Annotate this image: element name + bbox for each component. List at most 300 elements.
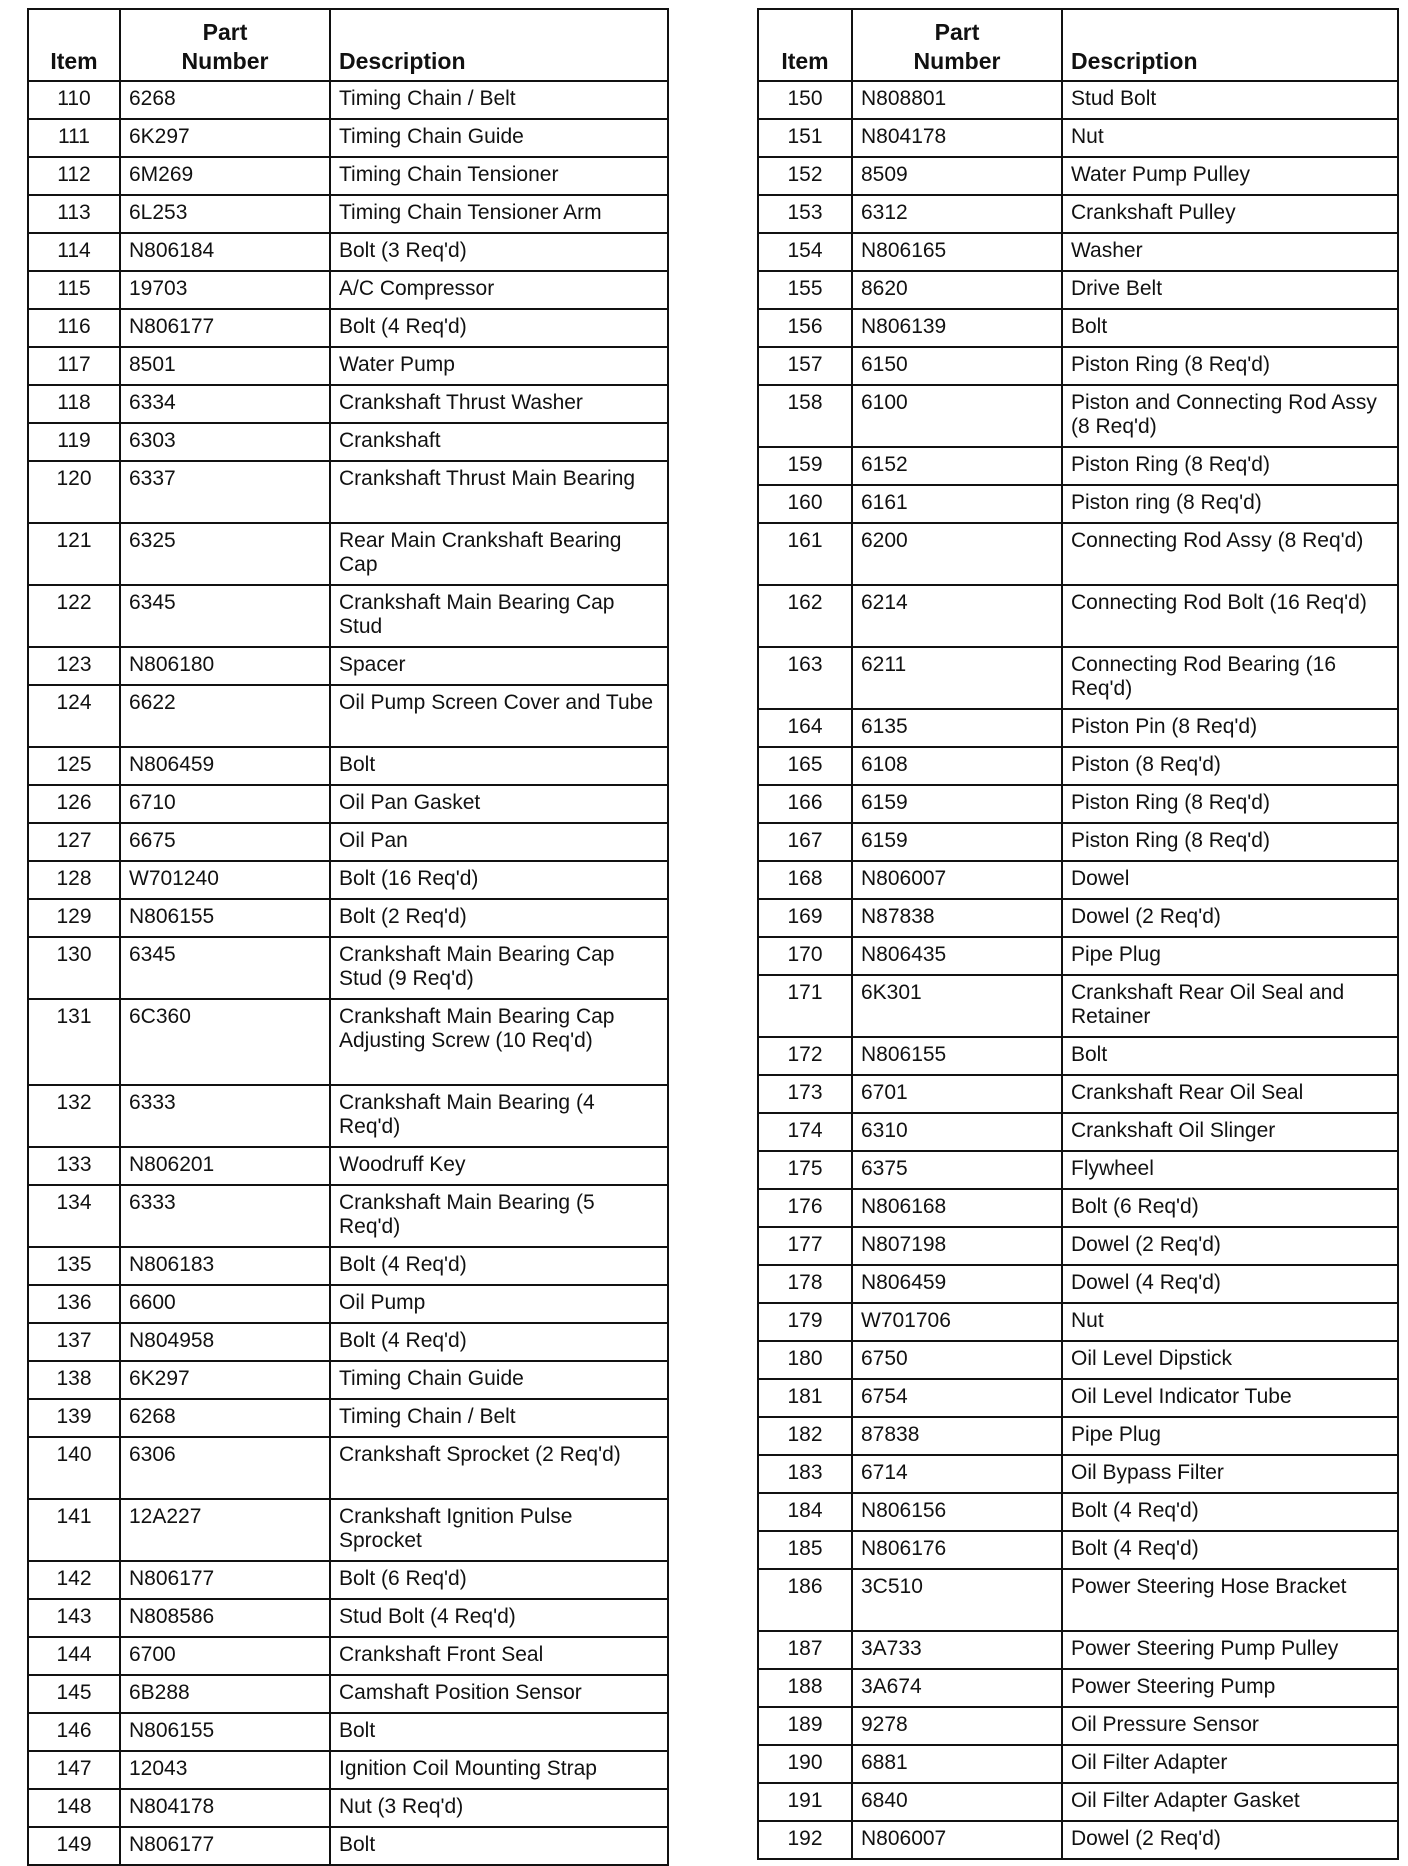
cell-part-number: 87838 xyxy=(852,1417,1062,1455)
cell-item: 128 xyxy=(28,861,120,899)
cell-part-number: N806139 xyxy=(852,309,1062,347)
cell-part-number: 6268 xyxy=(120,81,330,119)
table-row xyxy=(758,1745,1398,1783)
cell-description: Piston and Connecting Rod Assy (8 Req'd) xyxy=(1062,385,1398,447)
cell-part-number: 6333 xyxy=(120,1185,330,1247)
cell-item: 153 xyxy=(758,195,852,233)
cell-description: Oil Pump xyxy=(330,1285,668,1323)
cell-description: Dowel xyxy=(1062,861,1398,899)
table-row xyxy=(758,447,1398,485)
cell-item: 114 xyxy=(28,233,120,271)
cell-description: A/C Compressor xyxy=(330,271,668,309)
parts-rows-right xyxy=(758,81,1398,1859)
cell-part-number: 12A227 xyxy=(120,1499,330,1561)
table-row xyxy=(758,1227,1398,1265)
cell-part-number: 6375 xyxy=(852,1151,1062,1189)
cell-part-number: N808801 xyxy=(852,81,1062,119)
table-row xyxy=(28,899,668,937)
cell-description: Crankshaft Main Bearing (4 Req'd) xyxy=(330,1085,668,1147)
cell-part-number: 6150 xyxy=(852,347,1062,385)
cell-description: Crankshaft Oil Slinger xyxy=(1062,1113,1398,1151)
cell-description: Crankshaft Sprocket (2 Req'd) xyxy=(330,1437,668,1499)
cell-item: 167 xyxy=(758,823,852,861)
cell-description: Water Pump xyxy=(330,347,668,385)
cell-part-number: N806435 xyxy=(852,937,1062,975)
table-header-row xyxy=(28,9,668,81)
table-row xyxy=(758,385,1398,447)
cell-item: 120 xyxy=(28,461,120,523)
cell-description: Crankshaft Thrust Main Bearing xyxy=(330,461,668,523)
cell-item: 149 xyxy=(28,1827,120,1865)
cell-part-number: 6881 xyxy=(852,1745,1062,1783)
cell-description: Timing Chain / Belt xyxy=(330,81,668,119)
cell-item: 174 xyxy=(758,1113,852,1151)
cell-description: Nut xyxy=(1062,1303,1398,1341)
table-row xyxy=(28,647,668,685)
cell-item: 185 xyxy=(758,1531,852,1569)
cell-description: Oil Pan xyxy=(330,823,668,861)
cell-description: Drive Belt xyxy=(1062,271,1398,309)
cell-item: 173 xyxy=(758,1075,852,1113)
cell-item: 161 xyxy=(758,523,852,585)
cell-item: 123 xyxy=(28,647,120,685)
cell-part-number: 6L253 xyxy=(120,195,330,233)
table-row xyxy=(28,1085,668,1147)
cell-description: Timing Chain Tensioner Arm xyxy=(330,195,668,233)
cell-part-number: N806155 xyxy=(120,1713,330,1751)
cell-description: Pipe Plug xyxy=(1062,1417,1398,1455)
cell-part-number: 6334 xyxy=(120,385,330,423)
cell-item: 156 xyxy=(758,309,852,347)
table-row xyxy=(758,1631,1398,1669)
header-item: Item xyxy=(758,9,852,81)
table-row xyxy=(28,999,668,1085)
cell-item: 164 xyxy=(758,709,852,747)
cell-item: 186 xyxy=(758,1569,852,1631)
cell-part-number: 6K297 xyxy=(120,119,330,157)
cell-description: Timing Chain Guide xyxy=(330,1361,668,1399)
cell-description: Connecting Rod Bearing (16 Req'd) xyxy=(1062,647,1398,709)
cell-description: Crankshaft Ignition Pulse Sprocket xyxy=(330,1499,668,1561)
table-row xyxy=(28,785,668,823)
table-row xyxy=(758,1189,1398,1227)
header-item: Item xyxy=(28,9,120,81)
table-row xyxy=(758,1821,1398,1859)
cell-description: Bolt (2 Req'd) xyxy=(330,899,668,937)
table-row xyxy=(758,709,1398,747)
cell-description: Crankshaft Main Bearing Cap Stud xyxy=(330,585,668,647)
cell-item: 176 xyxy=(758,1189,852,1227)
cell-description: Crankshaft Rear Oil Seal and Retainer xyxy=(1062,975,1398,1037)
cell-item: 135 xyxy=(28,1247,120,1285)
cell-description: Connecting Rod Bolt (16 Req'd) xyxy=(1062,585,1398,647)
cell-item: 134 xyxy=(28,1185,120,1247)
cell-part-number: 6840 xyxy=(852,1783,1062,1821)
cell-part-number: 6345 xyxy=(120,585,330,647)
cell-part-number: 8501 xyxy=(120,347,330,385)
cell-item: 190 xyxy=(758,1745,852,1783)
cell-part-number: 9278 xyxy=(852,1707,1062,1745)
table-row xyxy=(758,523,1398,585)
cell-part-number: N806165 xyxy=(852,233,1062,271)
table-row xyxy=(28,1561,668,1599)
cell-description: Piston Ring (8 Req'd) xyxy=(1062,447,1398,485)
table-row xyxy=(758,1493,1398,1531)
cell-description: Bolt xyxy=(1062,1037,1398,1075)
cell-description: Water Pump Pulley xyxy=(1062,157,1398,195)
table-row xyxy=(758,1417,1398,1455)
cell-item: 180 xyxy=(758,1341,852,1379)
cell-description: Piston (8 Req'd) xyxy=(1062,747,1398,785)
header-description: Description xyxy=(330,9,668,81)
table-row xyxy=(28,1285,668,1323)
table-row xyxy=(758,233,1398,271)
cell-part-number: N806459 xyxy=(120,747,330,785)
cell-part-number: 6159 xyxy=(852,823,1062,861)
cell-part-number: 6C360 xyxy=(120,999,330,1085)
cell-part-number: 6345 xyxy=(120,937,330,999)
cell-part-number: 6701 xyxy=(852,1075,1062,1113)
cell-item: 141 xyxy=(28,1499,120,1561)
cell-item: 122 xyxy=(28,585,120,647)
cell-description: Flywheel xyxy=(1062,1151,1398,1189)
table-row xyxy=(758,899,1398,937)
cell-item: 179 xyxy=(758,1303,852,1341)
table-row xyxy=(758,1569,1398,1631)
cell-part-number: 6714 xyxy=(852,1455,1062,1493)
parts-table-left xyxy=(27,8,669,1866)
cell-item: 171 xyxy=(758,975,852,1037)
cell-item: 175 xyxy=(758,1151,852,1189)
cell-description: Woodruff Key xyxy=(330,1147,668,1185)
cell-part-number: N806177 xyxy=(120,1561,330,1599)
table-row xyxy=(28,1185,668,1247)
table-row xyxy=(28,1147,668,1185)
cell-part-number: 6333 xyxy=(120,1085,330,1147)
cell-item: 145 xyxy=(28,1675,120,1713)
table-row xyxy=(758,1113,1398,1151)
table-row xyxy=(28,1361,668,1399)
cell-part-number: N806155 xyxy=(852,1037,1062,1075)
table-row xyxy=(758,937,1398,975)
cell-part-number: 6200 xyxy=(852,523,1062,585)
cell-description: Piston Ring (8 Req'd) xyxy=(1062,347,1398,385)
cell-part-number: N806007 xyxy=(852,861,1062,899)
cell-part-number: 6310 xyxy=(852,1113,1062,1151)
cell-item: 170 xyxy=(758,937,852,975)
cell-description: Piston Pin (8 Req'd) xyxy=(1062,709,1398,747)
cell-part-number: 6268 xyxy=(120,1399,330,1437)
cell-item: 142 xyxy=(28,1561,120,1599)
cell-item: 154 xyxy=(758,233,852,271)
cell-description: Dowel (2 Req'd) xyxy=(1062,899,1398,937)
cell-item: 119 xyxy=(28,423,120,461)
table-row xyxy=(758,119,1398,157)
cell-description: Piston Ring (8 Req'd) xyxy=(1062,823,1398,861)
table-row xyxy=(28,937,668,999)
cell-description: Bolt (4 Req'd) xyxy=(330,309,668,347)
cell-description: Rear Main Crankshaft Bearing Cap xyxy=(330,523,668,585)
table-row xyxy=(758,309,1398,347)
cell-item: 177 xyxy=(758,1227,852,1265)
cell-part-number: 6325 xyxy=(120,523,330,585)
cell-description: Crankshaft xyxy=(330,423,668,461)
cell-item: 162 xyxy=(758,585,852,647)
cell-part-number: 8509 xyxy=(852,157,1062,195)
cell-part-number: 6M269 xyxy=(120,157,330,195)
cell-item: 125 xyxy=(28,747,120,785)
cell-description: Timing Chain Guide xyxy=(330,119,668,157)
cell-item: 157 xyxy=(758,347,852,385)
cell-item: 139 xyxy=(28,1399,120,1437)
table-row xyxy=(758,785,1398,823)
cell-item: 126 xyxy=(28,785,120,823)
cell-description: Dowel (4 Req'd) xyxy=(1062,1265,1398,1303)
table-row xyxy=(758,1341,1398,1379)
cell-description: Crankshaft Thrust Washer xyxy=(330,385,668,423)
table-row xyxy=(758,823,1398,861)
table-row xyxy=(28,233,668,271)
cell-item: 159 xyxy=(758,447,852,485)
cell-part-number: N806201 xyxy=(120,1147,330,1185)
header-part-number: Part Number xyxy=(852,9,1062,81)
cell-item: 152 xyxy=(758,157,852,195)
cell-item: 110 xyxy=(28,81,120,119)
cell-item: 137 xyxy=(28,1323,120,1361)
cell-description: Stud Bolt xyxy=(1062,81,1398,119)
cell-description: Nut (3 Req'd) xyxy=(330,1789,668,1827)
cell-part-number: 6214 xyxy=(852,585,1062,647)
cell-part-number: 6312 xyxy=(852,195,1062,233)
cell-item: 166 xyxy=(758,785,852,823)
table-row xyxy=(758,485,1398,523)
header-description: Description xyxy=(1062,9,1398,81)
cell-description: Bolt xyxy=(330,1713,668,1751)
table-row xyxy=(758,1303,1398,1341)
cell-description: Oil Pan Gasket xyxy=(330,785,668,823)
cell-description: Oil Level Indicator Tube xyxy=(1062,1379,1398,1417)
table-row xyxy=(28,81,668,119)
cell-part-number: 6750 xyxy=(852,1341,1062,1379)
table-row xyxy=(758,271,1398,309)
cell-item: 187 xyxy=(758,1631,852,1669)
cell-item: 178 xyxy=(758,1265,852,1303)
cell-part-number: 3A733 xyxy=(852,1631,1062,1669)
table-row xyxy=(758,647,1398,709)
cell-part-number: N806180 xyxy=(120,647,330,685)
cell-item: 138 xyxy=(28,1361,120,1399)
table-row xyxy=(28,461,668,523)
cell-item: 169 xyxy=(758,899,852,937)
cell-item: 127 xyxy=(28,823,120,861)
cell-item: 172 xyxy=(758,1037,852,1075)
table-row xyxy=(758,1379,1398,1417)
cell-item: 131 xyxy=(28,999,120,1085)
cell-description: Crankshaft Rear Oil Seal xyxy=(1062,1075,1398,1113)
cell-description: Bolt (3 Req'd) xyxy=(330,233,668,271)
parts-rows-left xyxy=(28,81,668,1865)
cell-item: 151 xyxy=(758,119,852,157)
table-row xyxy=(758,157,1398,195)
cell-item: 115 xyxy=(28,271,120,309)
cell-description: Timing Chain / Belt xyxy=(330,1399,668,1437)
cell-item: 136 xyxy=(28,1285,120,1323)
cell-part-number: 3C510 xyxy=(852,1569,1062,1631)
cell-item: 130 xyxy=(28,937,120,999)
table-row xyxy=(758,1455,1398,1493)
cell-item: 144 xyxy=(28,1637,120,1675)
cell-description: Bolt xyxy=(1062,309,1398,347)
cell-description: Piston Ring (8 Req'd) xyxy=(1062,785,1398,823)
cell-item: 129 xyxy=(28,899,120,937)
cell-description: Oil Bypass Filter xyxy=(1062,1455,1398,1493)
cell-description: Bolt (6 Req'd) xyxy=(330,1561,668,1599)
cell-part-number: 8620 xyxy=(852,271,1062,309)
cell-part-number: N806177 xyxy=(120,309,330,347)
cell-description: Timing Chain Tensioner xyxy=(330,157,668,195)
cell-part-number: N806177 xyxy=(120,1827,330,1865)
table-row xyxy=(28,1247,668,1285)
table-row xyxy=(28,1437,668,1499)
table-row xyxy=(758,1707,1398,1745)
table-row xyxy=(28,423,668,461)
cell-part-number: N808586 xyxy=(120,1599,330,1637)
cell-item: 113 xyxy=(28,195,120,233)
cell-part-number: N806459 xyxy=(852,1265,1062,1303)
cell-description: Bolt (4 Req'd) xyxy=(330,1323,668,1361)
cell-description: Bolt (6 Req'd) xyxy=(1062,1189,1398,1227)
cell-part-number: N807198 xyxy=(852,1227,1062,1265)
cell-item: 118 xyxy=(28,385,120,423)
cell-description: Oil Filter Adapter Gasket xyxy=(1062,1783,1398,1821)
cell-item: 183 xyxy=(758,1455,852,1493)
cell-description: Power Steering Pump Pulley xyxy=(1062,1631,1398,1669)
cell-description: Connecting Rod Assy (8 Req'd) xyxy=(1062,523,1398,585)
parts-table-right xyxy=(757,8,1399,1860)
cell-description: Dowel (2 Req'd) xyxy=(1062,1821,1398,1859)
table-row xyxy=(28,1323,668,1361)
cell-item: 160 xyxy=(758,485,852,523)
table-row xyxy=(28,823,668,861)
table-row xyxy=(758,1783,1398,1821)
table-row xyxy=(28,119,668,157)
cell-part-number: 6211 xyxy=(852,647,1062,709)
cell-item: 132 xyxy=(28,1085,120,1147)
cell-part-number: 6100 xyxy=(852,385,1062,447)
table-row xyxy=(28,1399,668,1437)
table-row xyxy=(758,1531,1398,1569)
cell-item: 163 xyxy=(758,647,852,709)
cell-item: 155 xyxy=(758,271,852,309)
cell-description: Stud Bolt (4 Req'd) xyxy=(330,1599,668,1637)
cell-item: 146 xyxy=(28,1713,120,1751)
cell-description: Crankshaft Pulley xyxy=(1062,195,1398,233)
table-row xyxy=(28,195,668,233)
cell-item: 158 xyxy=(758,385,852,447)
table-row xyxy=(28,1675,668,1713)
cell-item: 147 xyxy=(28,1751,120,1789)
cell-item: 181 xyxy=(758,1379,852,1417)
cell-part-number: 6K301 xyxy=(852,975,1062,1037)
cell-description: Crankshaft Main Bearing Cap Stud (9 Req'd) xyxy=(330,937,668,999)
cell-item: 112 xyxy=(28,157,120,195)
header-part-number: Part Number xyxy=(120,9,330,81)
table-row xyxy=(28,1599,668,1637)
cell-part-number: 3A674 xyxy=(852,1669,1062,1707)
cell-part-number: N806155 xyxy=(120,899,330,937)
cell-part-number: 6108 xyxy=(852,747,1062,785)
cell-item: 143 xyxy=(28,1599,120,1637)
cell-description: Crankshaft Front Seal xyxy=(330,1637,668,1675)
cell-part-number: N806168 xyxy=(852,1189,1062,1227)
cell-description: Piston ring (8 Req'd) xyxy=(1062,485,1398,523)
cell-part-number: N87838 xyxy=(852,899,1062,937)
table-row xyxy=(758,195,1398,233)
cell-description: Bolt xyxy=(330,1827,668,1865)
table-row xyxy=(28,157,668,195)
cell-description: Dowel (2 Req'd) xyxy=(1062,1227,1398,1265)
cell-description: Bolt xyxy=(330,747,668,785)
cell-part-number: 6700 xyxy=(120,1637,330,1675)
cell-part-number: W701240 xyxy=(120,861,330,899)
table-row xyxy=(28,1751,668,1789)
cell-description: Power Steering Pump xyxy=(1062,1669,1398,1707)
table-row xyxy=(28,685,668,747)
cell-item: 191 xyxy=(758,1783,852,1821)
cell-item: 188 xyxy=(758,1669,852,1707)
table-row xyxy=(28,1827,668,1865)
table-row xyxy=(758,1669,1398,1707)
table-row xyxy=(758,1037,1398,1075)
cell-item: 192 xyxy=(758,1821,852,1859)
cell-part-number: N804958 xyxy=(120,1323,330,1361)
table-row xyxy=(758,975,1398,1037)
cell-description: Bolt (16 Req'd) xyxy=(330,861,668,899)
cell-item: 168 xyxy=(758,861,852,899)
table-row xyxy=(758,747,1398,785)
cell-item: 182 xyxy=(758,1417,852,1455)
cell-part-number: N804178 xyxy=(852,119,1062,157)
cell-item: 150 xyxy=(758,81,852,119)
cell-part-number: 19703 xyxy=(120,271,330,309)
table-row xyxy=(28,523,668,585)
cell-part-number: 6306 xyxy=(120,1437,330,1499)
cell-part-number: N806156 xyxy=(852,1493,1062,1531)
cell-description: Bolt (4 Req'd) xyxy=(1062,1493,1398,1531)
cell-part-number: N806176 xyxy=(852,1531,1062,1569)
cell-description: Crankshaft Main Bearing Cap Adjusting Screw (10 Req'd) xyxy=(330,999,668,1085)
cell-item: 111 xyxy=(28,119,120,157)
cell-item: 189 xyxy=(758,1707,852,1745)
cell-part-number: 6159 xyxy=(852,785,1062,823)
cell-description: Oil Pump Screen Cover and Tube xyxy=(330,685,668,747)
cell-description: Nut xyxy=(1062,119,1398,157)
cell-part-number: 6754 xyxy=(852,1379,1062,1417)
cell-part-number: N806183 xyxy=(120,1247,330,1285)
cell-part-number: 6135 xyxy=(852,709,1062,747)
table-row xyxy=(28,861,668,899)
cell-part-number: 6161 xyxy=(852,485,1062,523)
table-row xyxy=(28,271,668,309)
table-row xyxy=(758,81,1398,119)
cell-description: Washer xyxy=(1062,233,1398,271)
table-row xyxy=(28,1637,668,1675)
cell-item: 117 xyxy=(28,347,120,385)
cell-description: Camshaft Position Sensor xyxy=(330,1675,668,1713)
cell-item: 116 xyxy=(28,309,120,347)
cell-part-number: 6337 xyxy=(120,461,330,523)
cell-description: Power Steering Hose Bracket xyxy=(1062,1569,1398,1631)
